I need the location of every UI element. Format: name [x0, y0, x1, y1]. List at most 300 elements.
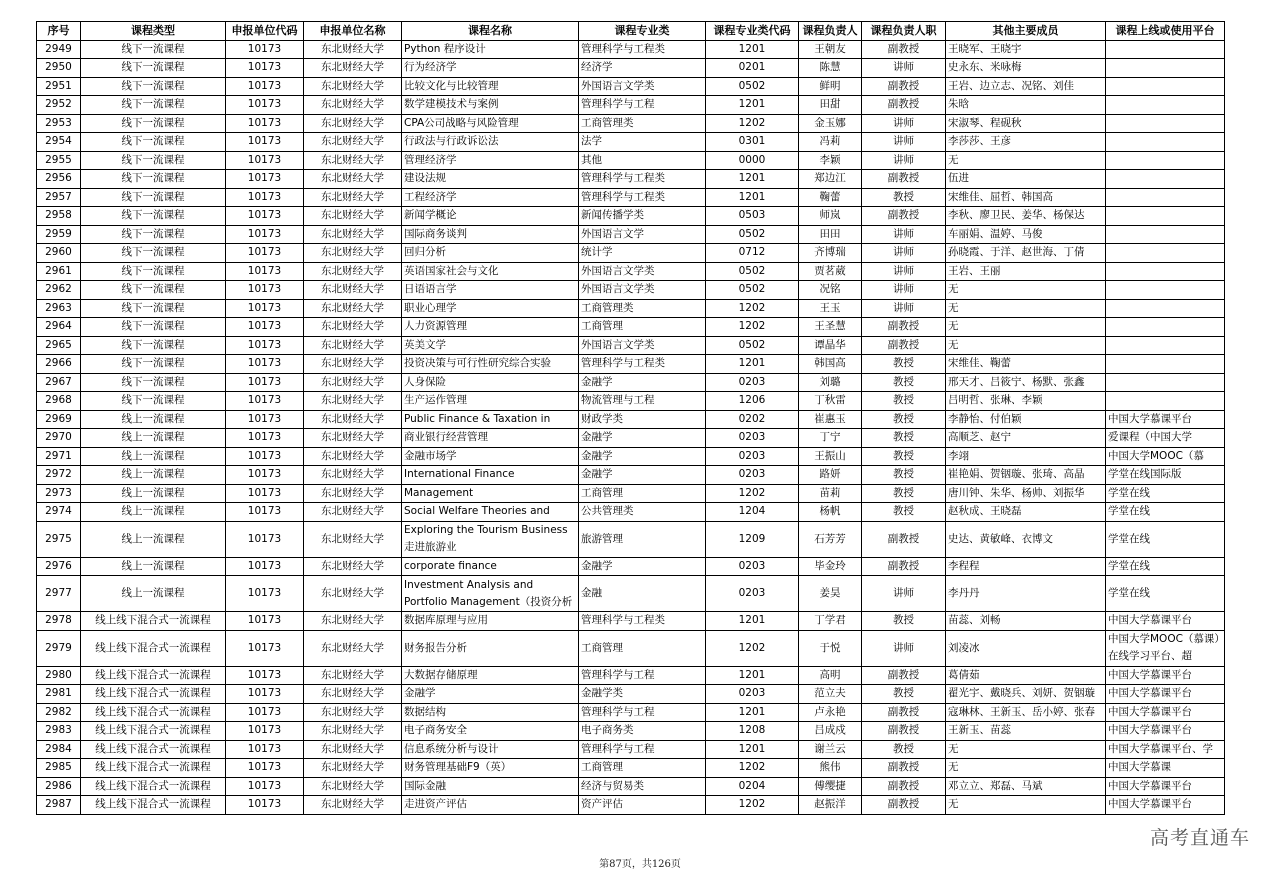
table-cell: 无 [946, 281, 1106, 300]
table-cell: 线下一流课程 [81, 392, 226, 411]
table-cell: 学堂在线 [1106, 557, 1225, 576]
table-cell: 线上一流课程 [81, 521, 226, 557]
table-cell: 郑边江 [799, 170, 862, 189]
table-cell: 0502 [706, 336, 799, 355]
table-cell: 无 [946, 740, 1106, 759]
table-cell: 副教授 [862, 336, 946, 355]
table-row [37, 796, 1225, 815]
column-header: 课程负责人职 [862, 22, 946, 41]
table-cell: 金融学 [579, 466, 706, 485]
table-cell: 齐博瑞 [799, 244, 862, 263]
table-cell: 10173 [226, 40, 304, 59]
table-cell: 讲师 [862, 133, 946, 152]
table-cell: 中国大学慕课平台 [1106, 612, 1225, 631]
table-cell: 金融学 [579, 447, 706, 466]
table-row [37, 133, 1225, 152]
table-row [37, 685, 1225, 704]
table-cell: 东北财经大学 [304, 59, 402, 78]
table-cell: 1202 [706, 796, 799, 815]
table-cell: 2982 [37, 703, 81, 722]
table-cell: 王岩、王丽 [946, 262, 1106, 281]
table-cell: 法学 [579, 133, 706, 152]
table-cell: 电子商务安全 [402, 722, 579, 741]
table-cell: 东北财经大学 [304, 96, 402, 115]
table-cell: 0203 [706, 373, 799, 392]
table-cell: 东北财经大学 [304, 740, 402, 759]
table-cell: 线上线下混合式一流课程 [81, 666, 226, 685]
table-cell: 讲师 [862, 225, 946, 244]
table-cell: 苗蕊、刘畅 [946, 612, 1106, 631]
table-cell: 东北财经大学 [304, 484, 402, 503]
table-cell: 线上一流课程 [81, 410, 226, 429]
table-cell: 资产评估 [579, 796, 706, 815]
column-header: 课程专业类代码 [706, 22, 799, 41]
table-cell: 10173 [226, 336, 304, 355]
table-cell: 金玉娜 [799, 114, 862, 133]
table-cell: 高顺芝、赵宁 [946, 429, 1106, 448]
table-cell: 2959 [37, 225, 81, 244]
table-row [37, 188, 1225, 207]
table-cell: 副教授 [862, 759, 946, 778]
table-cell: 旅游管理 [579, 521, 706, 557]
table-cell: 线上线下混合式一流课程 [81, 777, 226, 796]
table-cell: 教授 [862, 484, 946, 503]
table-cell: 10173 [226, 703, 304, 722]
table-cell: 中国大学慕课平台 [1106, 410, 1225, 429]
table-cell: 1201 [706, 740, 799, 759]
table-cell [1106, 392, 1225, 411]
table-cell: 工程经济学 [402, 188, 579, 207]
table-row [37, 392, 1225, 411]
table-row [37, 299, 1225, 318]
table-cell: 10173 [226, 281, 304, 300]
table-cell: 工商管理 [579, 318, 706, 337]
table-cell: 况铭 [799, 281, 862, 300]
table-cell: 统计学 [579, 244, 706, 263]
table-cell: 李程程 [946, 557, 1106, 576]
table-cell: 2961 [37, 262, 81, 281]
table-row [37, 703, 1225, 722]
table-cell: 2956 [37, 170, 81, 189]
table-cell: 工商管理 [579, 484, 706, 503]
table-cell: 线下一流课程 [81, 40, 226, 59]
table-cell: 2983 [37, 722, 81, 741]
table-cell: 副教授 [862, 521, 946, 557]
table-cell: 1201 [706, 188, 799, 207]
table-cell: Social Welfare Theories and [402, 503, 579, 522]
table-cell: 2972 [37, 466, 81, 485]
table-cell: 线下一流课程 [81, 262, 226, 281]
table-cell: 职业心理学 [402, 299, 579, 318]
table-cell: 10173 [226, 392, 304, 411]
table-cell [1106, 96, 1225, 115]
table-cell: 日语语言学 [402, 281, 579, 300]
table-cell: 1202 [706, 484, 799, 503]
table-cell: 生产运作管理 [402, 392, 579, 411]
table-cell: 2971 [37, 447, 81, 466]
table-cell: corporate finance [402, 557, 579, 576]
table-cell: 2957 [37, 188, 81, 207]
table-row [37, 225, 1225, 244]
table-cell: 爱课程（中国大学 [1106, 429, 1225, 448]
table-cell: 线上线下混合式一流课程 [81, 630, 226, 666]
column-header: 课程专业类 [579, 22, 706, 41]
table-cell: 线上线下混合式一流课程 [81, 796, 226, 815]
table-cell: 东北财经大学 [304, 410, 402, 429]
table-cell: 10173 [226, 262, 304, 281]
table-cell: 教授 [862, 685, 946, 704]
table-cell: 10173 [226, 722, 304, 741]
table-cell: 田田 [799, 225, 862, 244]
table-cell: 1208 [706, 722, 799, 741]
table-cell: 10173 [226, 447, 304, 466]
table-cell: 投资决策与可行性研究综合实验 [402, 355, 579, 374]
table-cell [1106, 170, 1225, 189]
table-row [37, 96, 1225, 115]
table-cell: 王岩、边立志、况铭、刘佳 [946, 77, 1106, 96]
table-cell: 0203 [706, 429, 799, 448]
table-cell: 10173 [226, 557, 304, 576]
table-cell: 0712 [706, 244, 799, 263]
table-cell: 2960 [37, 244, 81, 263]
table-cell: 2978 [37, 612, 81, 631]
table-cell: 物流管理与工程 [579, 392, 706, 411]
table-cell: 东北财经大学 [304, 612, 402, 631]
table-cell: 丁学君 [799, 612, 862, 631]
table-cell [1106, 225, 1225, 244]
table-cell: 讲师 [862, 114, 946, 133]
table-cell: 王玉 [799, 299, 862, 318]
table-cell: 东北财经大学 [304, 244, 402, 263]
table-cell: 10173 [226, 484, 304, 503]
table-cell: 东北财经大学 [304, 225, 402, 244]
course-table [36, 21, 1225, 815]
column-header: 申报单位名称 [304, 22, 402, 41]
table-cell: 东北财经大学 [304, 151, 402, 170]
table-cell: 10173 [226, 133, 304, 152]
table-cell: 线下一流课程 [81, 225, 226, 244]
table-cell: 0203 [706, 685, 799, 704]
table-cell: 10173 [226, 170, 304, 189]
table-cell: 线上一流课程 [81, 576, 226, 612]
table-cell: Python 程序设计 [402, 40, 579, 59]
table-cell: 线下一流课程 [81, 244, 226, 263]
table-cell: 1201 [706, 355, 799, 374]
table-cell: 东北财经大学 [304, 557, 402, 576]
table-cell: 无 [946, 336, 1106, 355]
table-cell: 2979 [37, 630, 81, 666]
table-cell: 伍进 [946, 170, 1106, 189]
table-cell: 行政法与行政诉讼法 [402, 133, 579, 152]
table-row [37, 336, 1225, 355]
table-cell: 鲜明 [799, 77, 862, 96]
table-cell: 工商管理类 [579, 114, 706, 133]
table-cell: 财务管理基础F9（英） [402, 759, 579, 778]
table-cell: 金融学 [579, 373, 706, 392]
table-cell: 1201 [706, 612, 799, 631]
table-cell: 于悦 [799, 630, 862, 666]
table-row [37, 740, 1225, 759]
table-cell: 线下一流课程 [81, 133, 226, 152]
table-cell: 1202 [706, 318, 799, 337]
table-cell: 范立夫 [799, 685, 862, 704]
table-cell: 教授 [862, 466, 946, 485]
table-cell: 国际金融 [402, 777, 579, 796]
table-cell: 10173 [226, 355, 304, 374]
table-cell: 金融学 [579, 429, 706, 448]
table-cell: 人力资源管理 [402, 318, 579, 337]
table-cell: 线上一流课程 [81, 429, 226, 448]
table-cell: 1201 [706, 96, 799, 115]
table-cell [1106, 207, 1225, 226]
table-cell: 10173 [226, 777, 304, 796]
table-cell: 副教授 [862, 777, 946, 796]
table-cell: 无 [946, 299, 1106, 318]
table-cell: 无 [946, 318, 1106, 337]
table-cell: 中国大学慕课平台 [1106, 796, 1225, 815]
table-cell: 信息系统分析与设计 [402, 740, 579, 759]
table-cell: 路妍 [799, 466, 862, 485]
table-cell: 2975 [37, 521, 81, 557]
table-row [37, 429, 1225, 448]
table-cell: 中国大学慕课 [1106, 759, 1225, 778]
table-cell: 教授 [862, 612, 946, 631]
table-cell: 2950 [37, 59, 81, 78]
table-cell: 东北财经大学 [304, 521, 402, 557]
table-cell: 线下一流课程 [81, 373, 226, 392]
table-cell: 讲师 [862, 59, 946, 78]
table-cell: International Finance [402, 466, 579, 485]
table-cell: 线上线下混合式一流课程 [81, 703, 226, 722]
table-cell: 10173 [226, 225, 304, 244]
table-cell: 王圣慧 [799, 318, 862, 337]
column-header: 其他主要成员 [946, 22, 1106, 41]
column-header: 课程类型 [81, 22, 226, 41]
table-cell: 管理科学与工程类 [579, 40, 706, 59]
table-cell: 朱晗 [946, 96, 1106, 115]
table-cell: 10173 [226, 576, 304, 612]
table-cell: 刘凌冰 [946, 630, 1106, 666]
table-cell: 10173 [226, 318, 304, 337]
table-cell: 2955 [37, 151, 81, 170]
table-cell: 线上线下混合式一流课程 [81, 685, 226, 704]
table-cell: 熊伟 [799, 759, 862, 778]
table-cell: 东北财经大学 [304, 40, 402, 59]
table-cell: 外国语言文学 [579, 225, 706, 244]
table-cell: 2968 [37, 392, 81, 411]
table-cell: 1201 [706, 666, 799, 685]
table-cell: 副教授 [862, 703, 946, 722]
table-cell: 2974 [37, 503, 81, 522]
table-cell: 孙晓霞、于洋、赵世海、丁倩 [946, 244, 1106, 263]
table-cell: 2962 [37, 281, 81, 300]
watermark-text: 高考直通车 [1149, 827, 1250, 849]
table-cell: 东北财经大学 [304, 576, 402, 612]
table-cell: 1201 [706, 170, 799, 189]
table-cell: 东北财经大学 [304, 355, 402, 374]
table-row [37, 281, 1225, 300]
table-cell: 线上一流课程 [81, 466, 226, 485]
table-cell: 数据结构 [402, 703, 579, 722]
table-cell: 谭晶华 [799, 336, 862, 355]
table-cell: 0502 [706, 77, 799, 96]
table-row [37, 630, 1225, 666]
table-cell: 副教授 [862, 666, 946, 685]
table-cell: 中国大学慕课平台 [1106, 666, 1225, 685]
table-cell: 学堂在线国际版 [1106, 466, 1225, 485]
table-cell: 吕成戍 [799, 722, 862, 741]
table-row [37, 503, 1225, 522]
table-cell: 10173 [226, 759, 304, 778]
table-cell: 金融学类 [579, 685, 706, 704]
table-cell: 10173 [226, 466, 304, 485]
table-cell: 王新玉、苗蕊 [946, 722, 1106, 741]
table-cell: 东北财经大学 [304, 777, 402, 796]
table-cell: 唐川钟、朱华、杨帅、刘振华 [946, 484, 1106, 503]
table-cell: 高明 [799, 666, 862, 685]
table-cell: 金融学 [579, 557, 706, 576]
table-cell [1106, 336, 1225, 355]
table-cell: 副教授 [862, 40, 946, 59]
table-cell: 英美文学 [402, 336, 579, 355]
table-cell: 数学建模技术与案例 [402, 96, 579, 115]
table-cell: 副教授 [862, 722, 946, 741]
table-cell: 王晓军、王晓宇 [946, 40, 1106, 59]
table-cell: 英语国家社会与文化 [402, 262, 579, 281]
table-row [37, 318, 1225, 337]
table-row [37, 722, 1225, 741]
table-cell: 2977 [37, 576, 81, 612]
table-cell: 管理科学与工程类 [579, 355, 706, 374]
table-cell: 宋维佳、屈哲、韩国高 [946, 188, 1106, 207]
column-header: 序号 [37, 22, 81, 41]
table-cell: 崔艳娟、贺铟璇、张琦、高晶 [946, 466, 1106, 485]
table-cell: 线下一流课程 [81, 59, 226, 78]
table-cell: 10173 [226, 151, 304, 170]
table-cell: 史永东、米咏梅 [946, 59, 1106, 78]
table-cell: 傅缨捷 [799, 777, 862, 796]
table-cell: 宋维佳、鞠蕾 [946, 355, 1106, 374]
table-cell: 东北财经大学 [304, 318, 402, 337]
table-cell: 翟光宇、戴晓兵、刘妍、贺铟璇 [946, 685, 1106, 704]
table-cell: 讲师 [862, 576, 946, 612]
table-cell: 0502 [706, 281, 799, 300]
table-cell: 10173 [226, 373, 304, 392]
table-cell: 新闻传播学类 [579, 207, 706, 226]
table-cell: 管理科学与工程 [579, 703, 706, 722]
table-cell: 李翊 [946, 447, 1106, 466]
table-cell: 工商管理 [579, 759, 706, 778]
table-row [37, 40, 1225, 59]
table-cell: 苗莉 [799, 484, 862, 503]
table-cell: 2973 [37, 484, 81, 503]
table-cell: 中国大学慕课平台 [1106, 685, 1225, 704]
table-cell: 线下一流课程 [81, 77, 226, 96]
table-cell: 线上线下混合式一流课程 [81, 722, 226, 741]
table-cell: 丁秋雷 [799, 392, 862, 411]
table-cell: 1201 [706, 40, 799, 59]
table-cell: 中国大学慕课平台 [1106, 722, 1225, 741]
table-cell [1106, 244, 1225, 263]
column-header: 申报单位代码 [226, 22, 304, 41]
table-cell: 10173 [226, 503, 304, 522]
table-cell: 卢永艳 [799, 703, 862, 722]
table-cell: 0202 [706, 410, 799, 429]
table-cell: 10173 [226, 521, 304, 557]
table-cell: 教授 [862, 410, 946, 429]
table-cell: 东北财经大学 [304, 685, 402, 704]
table-cell: 东北财经大学 [304, 796, 402, 815]
table-cell: 韩国高 [799, 355, 862, 374]
table-cell: 葛倩茹 [946, 666, 1106, 685]
table-cell: 崔惠玉 [799, 410, 862, 429]
table-cell: 10173 [226, 299, 304, 318]
table-cell: 管理科学与工程类 [579, 188, 706, 207]
table-cell: 无 [946, 151, 1106, 170]
table-cell: 线上线下混合式一流课程 [81, 759, 226, 778]
table-cell: 2953 [37, 114, 81, 133]
table-cell: 学堂在线 [1106, 521, 1225, 557]
table-cell: 线上一流课程 [81, 447, 226, 466]
table-cell: Investment Analysis and Portfolio Management（投资分析 [402, 576, 579, 612]
table-cell: 线下一流课程 [81, 188, 226, 207]
table-cell: 2984 [37, 740, 81, 759]
table-cell [1106, 77, 1225, 96]
table-cell: 宋淑琴、程砚秋 [946, 114, 1106, 133]
table-cell: 教授 [862, 740, 946, 759]
table-cell: 0203 [706, 466, 799, 485]
table-cell: 贾茗葳 [799, 262, 862, 281]
table-cell: 经济学 [579, 59, 706, 78]
table-cell: 副教授 [862, 796, 946, 815]
table-cell: 1209 [706, 521, 799, 557]
table-cell: 东北财经大学 [304, 188, 402, 207]
table-row [37, 77, 1225, 96]
table-cell: 李丹丹 [946, 576, 1106, 612]
table-cell: 1202 [706, 114, 799, 133]
table-cell: 线下一流课程 [81, 355, 226, 374]
table-cell: 0000 [706, 151, 799, 170]
table-cell: 1202 [706, 759, 799, 778]
table-cell: 金融学 [402, 685, 579, 704]
column-header: 课程名称 [402, 22, 579, 41]
table-cell: 讲师 [862, 299, 946, 318]
table-cell: 东北财经大学 [304, 262, 402, 281]
table-cell: 无 [946, 759, 1106, 778]
table-cell: 外国语言文学类 [579, 262, 706, 281]
table-cell: 赵振洋 [799, 796, 862, 815]
table-cell [1106, 133, 1225, 152]
column-header: 课程上线或使用平台 [1106, 22, 1225, 41]
table-cell: 赵秋成、王晓磊 [946, 503, 1106, 522]
table-cell: 0301 [706, 133, 799, 152]
table-row [37, 759, 1225, 778]
table-row [37, 262, 1225, 281]
table-cell: 东北财经大学 [304, 336, 402, 355]
table-row [37, 355, 1225, 374]
table-cell [1106, 355, 1225, 374]
table-cell [1106, 299, 1225, 318]
table-cell: 2970 [37, 429, 81, 448]
table-cell: 东北财经大学 [304, 759, 402, 778]
table-cell: 走进资产评估 [402, 796, 579, 815]
table-cell: 教授 [862, 392, 946, 411]
table-cell: 邓立立、郑磊、马斌 [946, 777, 1106, 796]
table-cell: 线下一流课程 [81, 114, 226, 133]
table-cell: 副教授 [862, 170, 946, 189]
column-header: 课程负责人 [799, 22, 862, 41]
table-cell: Management [402, 484, 579, 503]
